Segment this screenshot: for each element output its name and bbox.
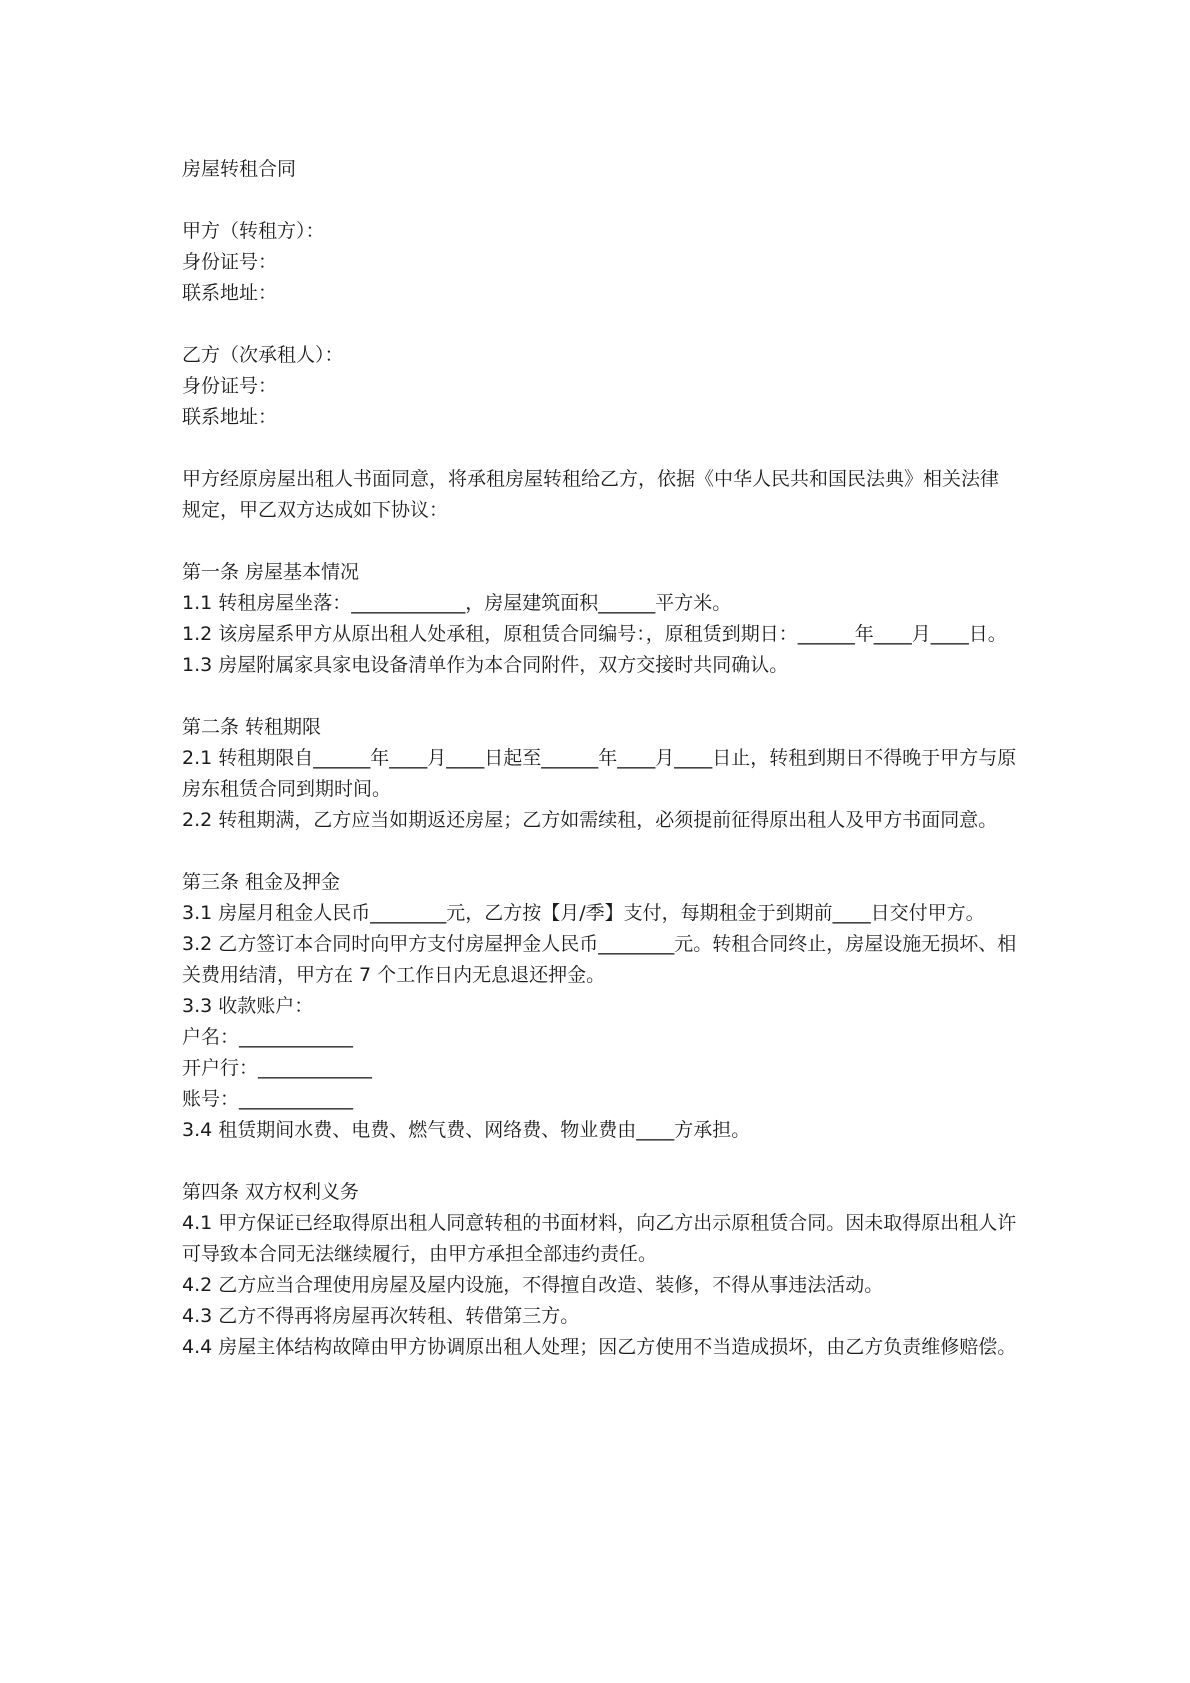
- party-b-address-label: 联系地址：: [182, 406, 278, 428]
- spacer: [182, 681, 1017, 712]
- bank-line: 开户行：____________: [182, 1057, 373, 1079]
- section-heading: 第四条 双方权利义务: [182, 1181, 360, 1203]
- section-heading: 第二条 转租期限: [182, 716, 322, 738]
- party-a-label: 甲方（转租方）：: [182, 220, 325, 242]
- party-b-id-label: 身份证号：: [182, 375, 278, 397]
- spacer: [182, 433, 1017, 464]
- document-body: [182, 154, 1017, 1363]
- party-a-address-label: 联系地址：: [182, 282, 278, 304]
- section-3: [182, 867, 1017, 1146]
- clause-3-2: 3.2 乙方签订本合同时向甲方支付房屋押金人民币________元。转租合同终止，房屋设施无损坏、相关费用结清，甲方在 7 个工作日内无息退还押金。: [182, 933, 1017, 986]
- clause-4-4: 4.4 房屋主体结构故障由甲方协调原出租人处理；因乙方使用不当造成损坏，由乙方负责维修赔偿。: [182, 1336, 1017, 1358]
- section-1: [182, 557, 1017, 681]
- spacer: [182, 526, 1017, 557]
- clause-1-1: 1.1 转租房屋坐落：____________，房屋建筑面积______平方米。: [182, 592, 732, 614]
- clause-4-3: 4.3 乙方不得再将房屋再次转租、转借第三方。: [182, 1305, 580, 1327]
- party-a-block: [182, 216, 1017, 309]
- clause-3-3: 3.3 收款账户：: [182, 995, 314, 1017]
- clause-3-4: 3.4 租赁期间水费、电费、燃气费、网络费、物业费由____方承担。: [182, 1119, 751, 1141]
- party-b-block: [182, 340, 1017, 433]
- clause-2-1: 2.1 转租期限自______年____月____日起至______年____月____日止，转租到期日不得晚于甲方与原房东租赁合同到期时间。: [182, 747, 1017, 800]
- spacer: [182, 309, 1017, 340]
- section-heading: 第一条 房屋基本情况: [182, 561, 360, 583]
- spacer: [182, 1146, 1017, 1177]
- section-2: [182, 712, 1017, 836]
- section-heading: 第三条 租金及押金: [182, 871, 341, 893]
- clause-1-3: 1.3 房屋附属家具家电设备清单作为本合同附件，双方交接时共同确认。: [182, 654, 789, 676]
- clause-4-2: 4.2 乙方应当合理使用房屋及屋内设施，不得擅自改造、装修，不得从事违法活动。: [182, 1274, 884, 1296]
- account-name-line: 户名：____________: [182, 1026, 354, 1048]
- section-4: [182, 1177, 1017, 1363]
- spacer: [182, 836, 1017, 867]
- account-number-line: 账号：____________: [182, 1088, 354, 1110]
- party-a-id-label: 身份证号：: [182, 251, 278, 273]
- preamble-paragraph: 甲方经原房屋出租人书面同意，将承租房屋转租给乙方，依据《中华人民共和国民法典》相关法律规定，甲乙双方达成如下协议：: [182, 468, 1000, 521]
- clause-4-1: 4.1 甲方保证已经取得原出租人同意转租的书面材料，向乙方出示原租赁合同。因未取得原出租人许可导致本合同无法继续履行，由甲方承担全部违约责任。: [182, 1212, 1017, 1265]
- clause-3-1: 3.1 房屋月租金人民币________元，乙方按【月/季】支付，每期租金于到期前____日交付甲方。: [182, 902, 985, 924]
- document-title: 房屋转租合同: [182, 158, 297, 180]
- clause-2-2: 2.2 转租期满，乙方应当如期返还房屋；乙方如需续租，必须提前征得原出租人及甲方书面同意。: [182, 809, 998, 831]
- party-b-label: 乙方（次承租人）：: [182, 344, 344, 366]
- clause-1-2: 1.2 该房屋系甲方从原出租人处承租，原租赁合同编号：，原租赁到期日：______年____月____日。: [182, 623, 1007, 645]
